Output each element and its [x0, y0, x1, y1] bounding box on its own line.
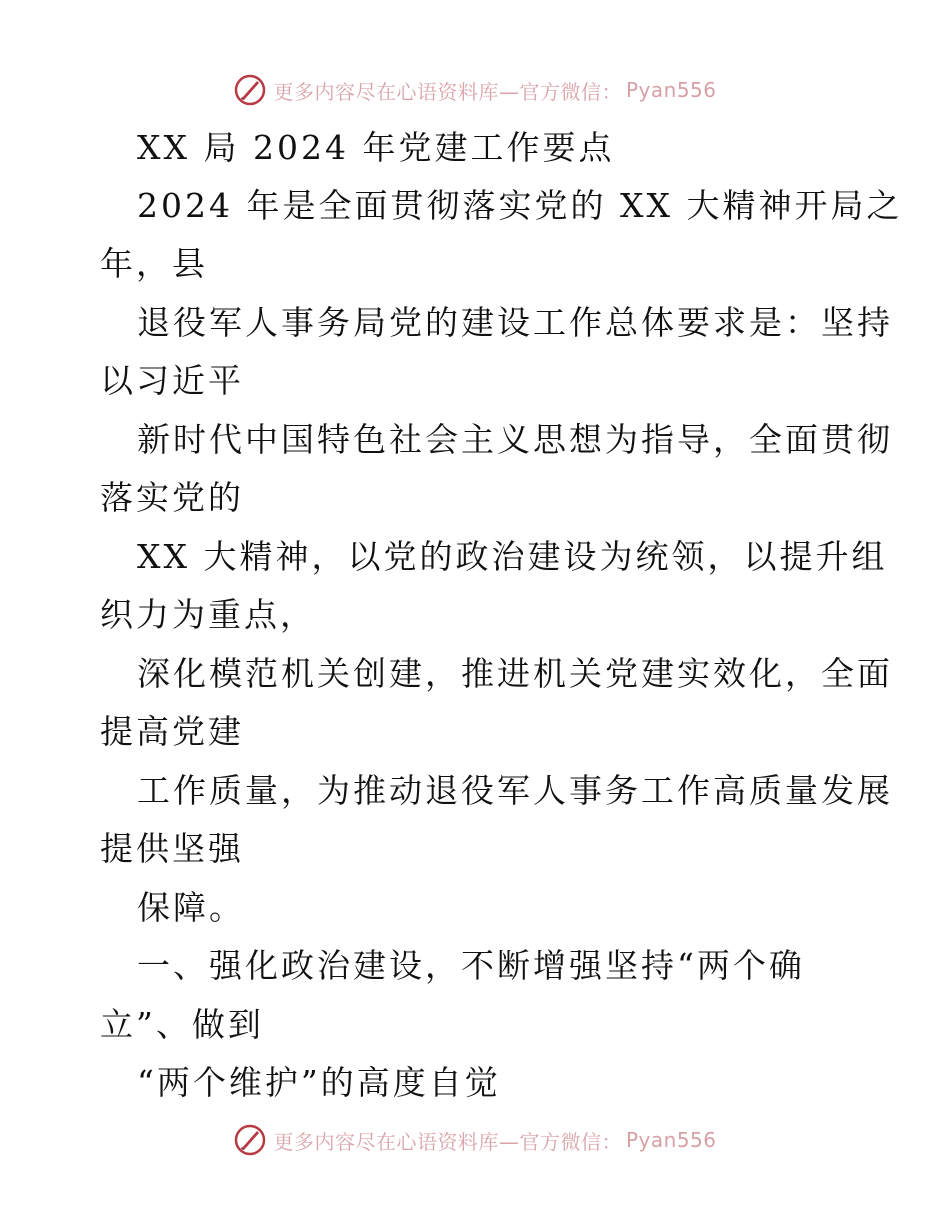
paragraph-line: 年，县	[100, 244, 208, 283]
paragraph-line: 保障。	[137, 888, 245, 927]
section-heading-line: 立”、做到	[100, 1005, 264, 1044]
watermark-wechat-id: Pyan556	[625, 78, 717, 102]
watermark-text: 更多内容尽在心语资料库—官方微信：	[273, 1129, 622, 1154]
quill-pen-circle-icon	[233, 1123, 267, 1157]
section-heading-line: 一、强化政治建设，不断增强坚持“两个确	[137, 946, 805, 985]
paragraph-line: 提高党建	[100, 712, 244, 751]
paragraph-line: XX 大精神，以党的政治建设为统领，以提升组	[137, 537, 888, 576]
watermark-header	[0, 70, 950, 110]
paragraph-line: 落实党的	[100, 478, 244, 517]
paragraph-line: 新时代中国特色社会主义思想为指导，全面贯彻	[137, 420, 893, 459]
watermark-footer	[0, 1120, 950, 1160]
section-heading-line: “两个维护”的高度自觉	[137, 1063, 501, 1102]
document-title: XX 局 2024 年党建工作要点	[137, 128, 615, 167]
watermark-text: 更多内容尽在心语资料库—官方微信：	[273, 79, 622, 104]
paragraph-line: 退役军人事务局党的建设工作总体要求是：坚持	[137, 303, 893, 342]
paragraph-line: 工作质量，为推动退役军人事务工作高质量发展	[137, 771, 893, 810]
paragraph-line: 织力为重点，	[100, 595, 316, 634]
watermark-wechat-id: Pyan556	[625, 1128, 717, 1152]
paragraph-line: 深化模范机关创建，推进机关党建实效化，全面	[137, 654, 893, 693]
quill-pen-circle-icon	[233, 73, 267, 107]
paragraph-line: 提供坚强	[100, 829, 244, 868]
paragraph-line: 2024 年是全面贯彻落实党的 XX 大精神开局之	[137, 186, 903, 225]
paragraph-line: 以习近平	[100, 361, 244, 400]
